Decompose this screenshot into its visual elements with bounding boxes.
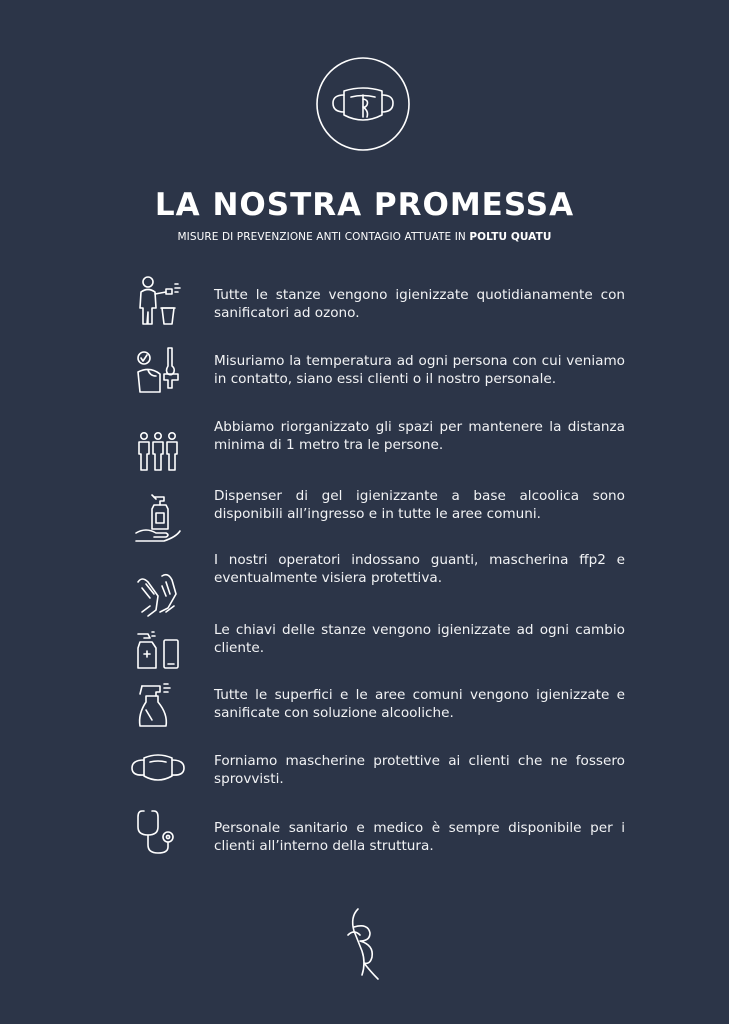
subtitle-text: MISURE DI PREVENZIONE ANTI CONTAGIO ATTUATE IN — [177, 231, 470, 243]
measure-text: Personale sanitario e medico è sempre disponibile per i clienti all’interno della struttura. — [214, 820, 625, 854]
measure-text: Forniamo mascherine protettive ai clienti che ne fossero sprovvisti. — [214, 753, 625, 787]
ozone-sanitizer-worker-icon — [128, 272, 188, 332]
spray-key-card-icon — [128, 624, 188, 684]
measure-text: Le chiavi delle stanze vengono igienizzate ad ogni cambio cliente. — [214, 622, 625, 656]
page-title: LA NOSTRA PROMESSA — [154, 187, 575, 223]
measure-text: I nostri operatori indossano guanti, mascherina ffp2 e eventualmente visiera protettiva. — [214, 552, 625, 586]
measure-text: Abbiamo riorganizzato gli spazi per mantenere la distanza minima di 1 metro tra le persone. — [214, 419, 625, 453]
measure-item — [0, 624, 729, 688]
subtitle-location: POLTU QUATU — [469, 231, 552, 243]
measure-text: Misuriamo la temperatura ad ogni persona con cui veniamo in contatto, siano essi clienti o il nostro personale. — [214, 353, 625, 387]
measure-text: Tutte le superfici e le aree comuni vengono igienizzate e sanificate con soluzione alcooliche. — [214, 687, 625, 721]
spray-bottle-icon — [128, 680, 188, 740]
measure-item — [0, 738, 729, 802]
gloved-hands-icon — [128, 560, 188, 620]
measure-text: Dispenser di gel igienizzante a base alcoolica sono disponibili all’ingresso e in tutte le aree comuni. — [214, 488, 625, 522]
face-mask-icon — [128, 738, 188, 798]
social-distance-people-icon — [128, 414, 188, 474]
hand-sanitizer-dispenser-icon — [128, 487, 188, 547]
monogram-signature-icon — [338, 905, 388, 985]
face-mask-monogram-icon — [314, 55, 412, 153]
measure-item — [0, 680, 729, 744]
measure-item — [0, 805, 729, 869]
temperature-check-icon — [128, 340, 188, 400]
measure-item — [0, 272, 729, 336]
stethoscope-icon — [128, 805, 188, 865]
page-subtitle — [0, 230, 729, 244]
measure-item — [0, 487, 729, 551]
measure-item — [0, 552, 729, 624]
measure-item — [0, 340, 729, 404]
measure-text: Tutte le stanze vengono igienizzate quotidianamente con sanificatori ad ozono. — [214, 287, 625, 321]
measure-item — [0, 414, 729, 478]
